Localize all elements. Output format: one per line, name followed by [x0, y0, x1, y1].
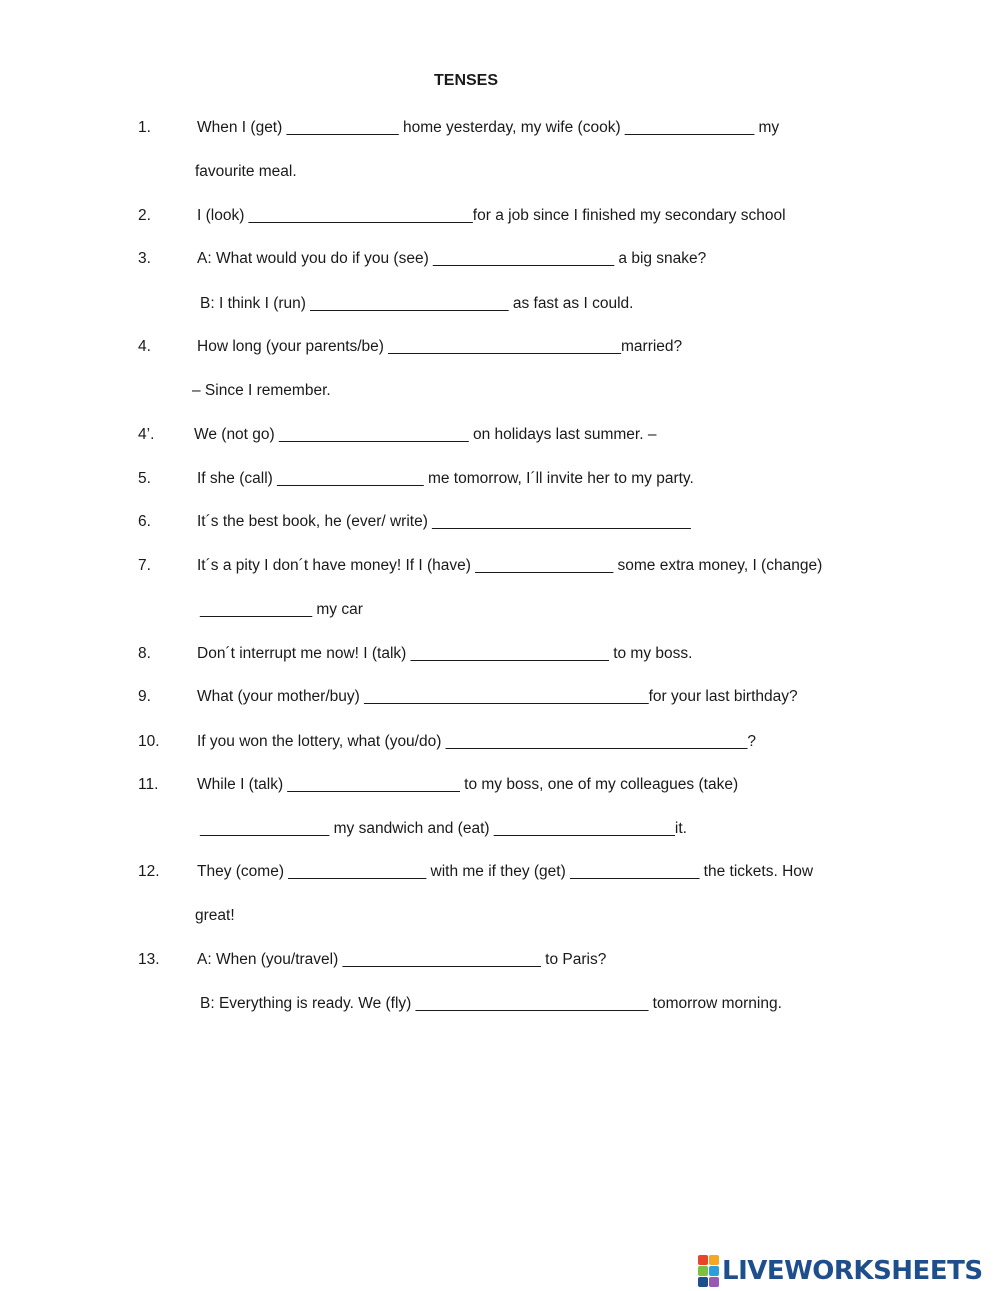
item-text-1: When I (get) _____________ home yesterday, my wife (cook) _______________ my — [197, 119, 780, 136]
item-text-4-cont: – Since I remember. — [192, 382, 331, 399]
item-text-9: What (your mother/buy) _________________________________for your last birthday? — [197, 688, 798, 705]
item-number-9: 9. — [138, 688, 151, 705]
item-text-2: I (look) __________________________for a job since I finished my secondary school — [197, 207, 786, 224]
item-text-11-cont: _______________ my sandwich and (eat) _____________________it. — [200, 820, 687, 837]
item-number-10: 10. — [138, 733, 160, 750]
item-text-4: How long (your parents/be) ___________________________married? — [197, 338, 683, 355]
item-text-13a: A: When (you/travel) _______________________ to Paris? — [197, 951, 607, 968]
item-number-7: 7. — [138, 557, 151, 574]
item-number-13: 13. — [138, 951, 160, 968]
item-number-3: 3. — [138, 250, 151, 267]
logo-mark-icon — [698, 1255, 719, 1287]
item-text-13b: B: Everything is ready. We (fly) ___________________________ tomorrow morning. — [200, 995, 782, 1012]
item-number-6: 6. — [138, 513, 151, 530]
item-number-2: 2. — [138, 207, 151, 224]
item-number-5: 5. — [138, 470, 151, 487]
item-text-7: It´s a pity I don´t have money! If I (have) ________________ some extra money, I (change) — [197, 557, 823, 574]
item-text-7-cont: _____________ my car — [200, 601, 363, 618]
logo-text: LIVEWORKSHEETS — [722, 1256, 983, 1286]
item-number-4: 4. — [138, 338, 151, 355]
liveworksheets-logo — [698, 1254, 983, 1288]
item-text-6: It´s the best book, he (ever/ write) ______________________________ — [197, 513, 691, 530]
item-text-4-prime: We (not go) ______________________ on holidays last summer. – — [194, 426, 657, 443]
item-text-12-cont: great! — [195, 907, 235, 924]
item-text-12: They (come) ________________ with me if they (get) _______________ the tickets. How — [197, 863, 814, 880]
item-text-11: While I (talk) ____________________ to my boss, one of my colleagues (take) — [197, 776, 739, 793]
item-number-12: 12. — [138, 863, 160, 880]
item-text-10: If you won the lottery, what (you/do) ___________________________________? — [197, 733, 757, 750]
item-text-1-cont: favourite meal. — [195, 163, 297, 180]
worksheet-title: TENSES — [434, 72, 499, 89]
item-text-5: If she (call) _________________ me tomorrow, I´ll invite her to my party. — [197, 470, 694, 487]
item-text-3b: B: I think I (run) _______________________ as fast as I could. — [200, 295, 634, 312]
item-number-4-prime: 4’. — [138, 426, 155, 443]
item-text-3a: A: What would you do if you (see) _____________________ a big snake? — [197, 250, 707, 267]
item-number-11: 11. — [138, 776, 159, 793]
item-number-8: 8. — [138, 645, 151, 662]
item-text-8: Don´t interrupt me now! I (talk) _______________________ to my boss. — [197, 645, 693, 662]
item-number-1: 1. — [138, 119, 151, 136]
